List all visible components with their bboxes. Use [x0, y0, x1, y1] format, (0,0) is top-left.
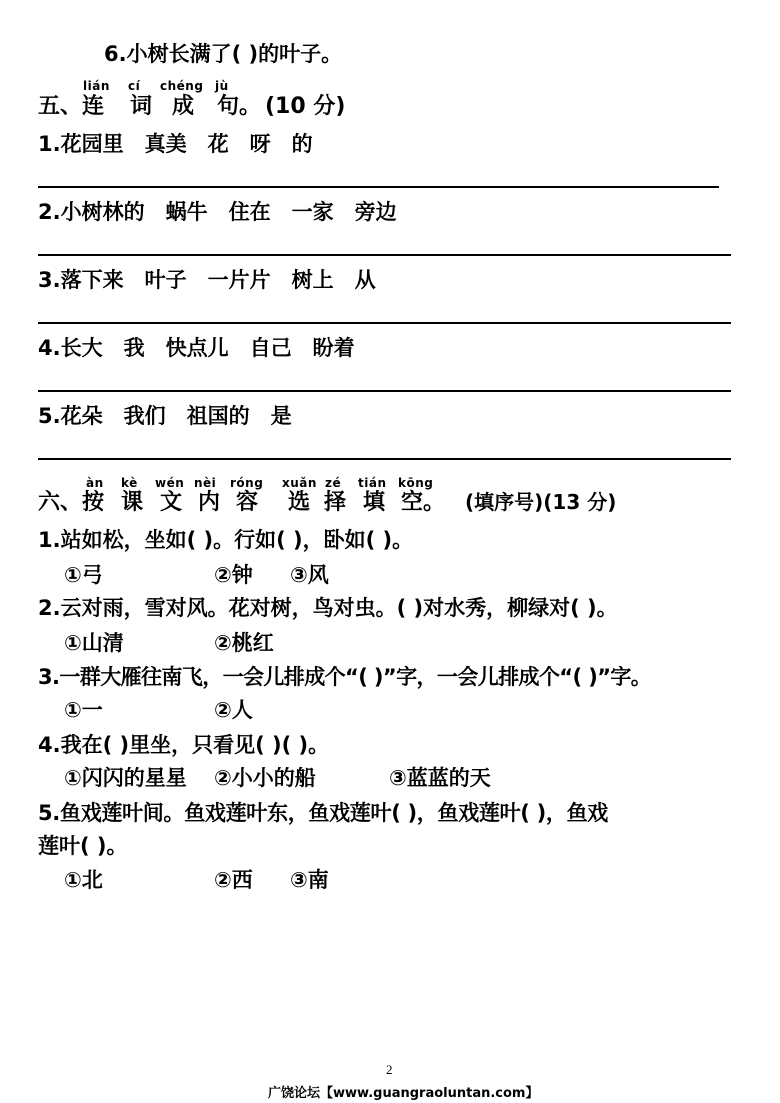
section-6-heading-part: 文	[160, 490, 183, 515]
question-5-option-2: ②西	[214, 868, 253, 892]
section-5-heading-part: 句。	[217, 94, 262, 119]
section-5-item-3: 3.落下来 叶子 一片片 树上 从	[38, 268, 376, 292]
pinyin-nei: nèi	[194, 476, 217, 490]
section-6-question-5-continued: 莲叶( )。	[38, 834, 128, 858]
section-5-item-2: 2.小树林的 蜗牛 住在 一家 旁边	[38, 200, 397, 224]
pinyin-ju: jù	[215, 79, 229, 93]
question-4-option-1: ①闪闪的星星	[64, 766, 187, 790]
question-5-option-3: ③南	[290, 868, 329, 892]
pinyin-tian: tián	[358, 476, 387, 490]
pinyin-xuan: xuǎn	[282, 476, 317, 490]
section-6-question-2: 2.云对雨，雪对风。花对树，鸟对虫。( )对水秀，柳绿对( )。	[38, 596, 618, 620]
section-6-heading-part: 空。	[401, 490, 446, 515]
question-4-option-3: ③蓝蓝的天	[389, 766, 491, 790]
pinyin-ci: cí	[128, 79, 141, 93]
answer-line-2	[38, 254, 731, 256]
answer-line-1	[38, 186, 719, 188]
question-1-option-1: ①弓	[64, 563, 103, 587]
pinyin-kong: kōng	[398, 476, 434, 490]
question-2-option-2: ②桃红	[214, 631, 274, 655]
pinyin-cheng: chéng	[160, 79, 204, 93]
section-6-question-4: 4.我在( )里坐，只看见( )( )。	[38, 733, 330, 757]
section-6-heading-part: 容	[236, 490, 259, 515]
footer-watermark: 广饶论坛【www.guangraoluntan.com】	[268, 1086, 539, 1101]
section-6-question-3: 3.一群大雁往南飞，一会儿排成个“( )”字，一会儿排成个“( )”字。	[38, 665, 652, 689]
section-6-heading-part: 填	[363, 490, 386, 515]
section-6-heading-part: 择	[324, 490, 347, 515]
section-6-question-1: 1.站如松，坐如( )。行如( )，卧如( )。	[38, 528, 414, 552]
question-2-option-1: ①山清	[64, 631, 124, 655]
section-6-heading-part: 内	[198, 490, 221, 515]
answer-line-4	[38, 390, 731, 392]
question-5-option-1: ①北	[64, 868, 103, 892]
question-1-option-2: ②钟	[214, 563, 253, 587]
pinyin-lian: lián	[83, 79, 110, 93]
question-4-option-2: ②小小的船	[214, 766, 316, 790]
answer-line-5	[38, 458, 731, 460]
section-6-heading-part: 选	[288, 490, 311, 515]
page-number: 2	[386, 1062, 393, 1077]
answer-line-3	[38, 322, 731, 324]
question-3-option-2: ②人	[214, 698, 253, 722]
pinyin-wen: wén	[155, 476, 185, 490]
section-5-points: (10 分)	[265, 94, 346, 119]
pinyin-ke: kè	[121, 476, 138, 490]
section-5-heading-part: 词	[130, 94, 153, 119]
section-5-item-4: 4.长大 我 快点儿 自己 盼着	[38, 336, 355, 360]
section-5-heading-part: 成	[172, 94, 195, 119]
section-5-item-5: 5.花朵 我们 祖国的 是	[38, 404, 292, 428]
section-6-heading-part: 课	[121, 490, 144, 515]
section-6-points: (填序号)(13 分)	[465, 490, 617, 514]
question-3-option-1: ①一	[64, 698, 103, 722]
section-5-heading-part: 五、连	[38, 94, 105, 119]
question-1-option-3: ③风	[290, 563, 329, 587]
section-6-question-5: 5.鱼戏莲叶间。鱼戏莲叶东，鱼戏莲叶( )，鱼戏莲叶( )，鱼戏	[38, 801, 609, 825]
pinyin-rong: róng	[230, 476, 264, 490]
pinyin-an: àn	[86, 476, 104, 490]
pinyin-ze: zé	[325, 476, 342, 490]
section-6-heading-part: 六、按	[38, 490, 105, 515]
section-5-item-1: 1.花园里 真美 花 呀 的	[38, 132, 313, 156]
question-6-line: 6.小树长满了( )的叶子。	[104, 42, 343, 66]
